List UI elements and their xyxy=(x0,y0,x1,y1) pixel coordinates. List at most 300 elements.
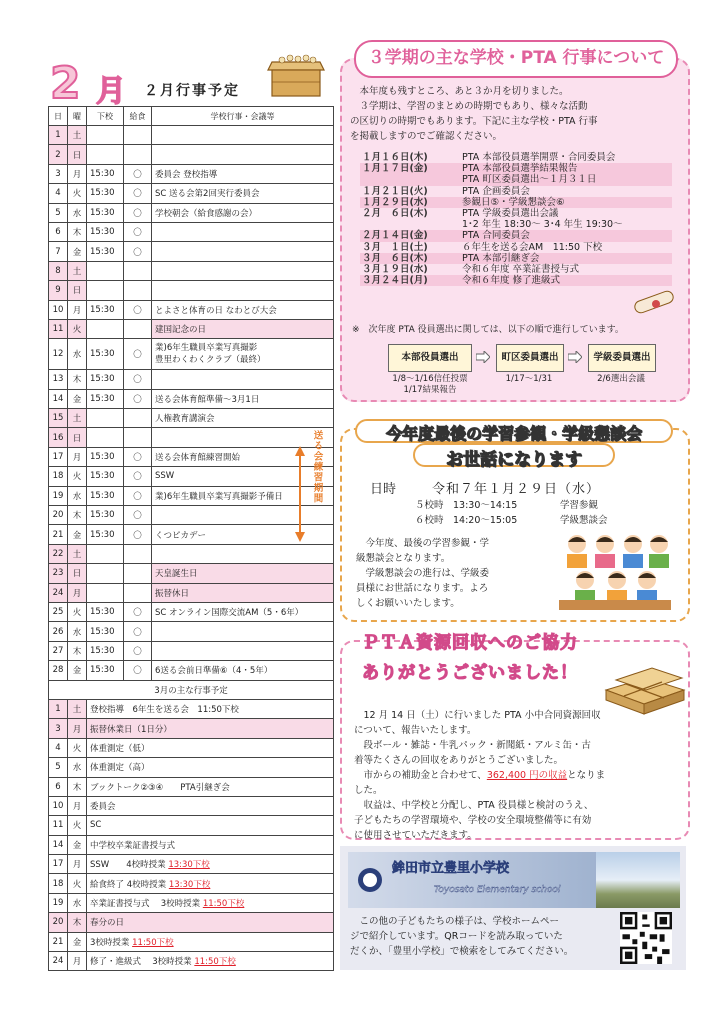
cell-lunch: 〇 xyxy=(124,242,152,261)
cell-event: とよさと体育の日 なわとび大会 xyxy=(152,300,334,319)
list-item xyxy=(360,230,672,241)
cell-day: 18 xyxy=(49,874,68,893)
cell-dismissal xyxy=(87,409,124,428)
cell-lunch: 〇 xyxy=(124,525,152,544)
cell-dismissal: 15:30 xyxy=(87,370,124,389)
cell-weekday: 木 xyxy=(68,777,87,796)
cell-dismissal: 15:30 xyxy=(87,506,124,525)
event-date: ３月 １日(土) xyxy=(362,241,428,253)
cell-event: SC オンライン国際交流AM（5・6年） xyxy=(152,602,334,621)
recycling-amount: 362,400 円の収益 xyxy=(486,770,568,781)
cell-event: 卒業証書授与式 3校時授業 11:50下校 xyxy=(87,893,334,912)
table-row xyxy=(49,242,334,261)
cell-lunch: 〇 xyxy=(124,164,152,183)
event-date xyxy=(360,219,460,230)
event-date: ３月 ６日(木) xyxy=(360,253,460,264)
early-dismissal-time: 11:50下校 xyxy=(132,937,174,948)
cell-weekday: 水 xyxy=(68,339,87,370)
cell-day: 6 xyxy=(49,222,68,241)
cell-weekday: 水 xyxy=(68,758,87,777)
event-text: PTA 合同委員会 xyxy=(460,230,672,241)
cell-day: 14 xyxy=(49,389,68,408)
table-row xyxy=(49,409,334,428)
cell-event: 天皇誕生日 xyxy=(152,564,334,583)
cell-lunch xyxy=(124,261,152,280)
cell-lunch xyxy=(124,583,152,602)
cell-day: 20 xyxy=(49,506,68,525)
march-heading: 3月の主な行事予定 xyxy=(49,680,334,699)
cell-event: SC 送る会第2回実行委員会 xyxy=(152,184,334,203)
table-row xyxy=(49,583,334,602)
table-row xyxy=(49,952,334,971)
flow-caption-3: 2/6選出会議 xyxy=(597,374,645,384)
event-date: ２月１４日(金) xyxy=(360,230,460,241)
cell-dismissal: 15:30 xyxy=(87,486,124,505)
cell-weekday: 土 xyxy=(68,699,87,718)
list-item xyxy=(360,264,672,275)
cell-weekday: 火 xyxy=(68,319,87,338)
schedule-title: ２月行事予定 xyxy=(144,83,240,99)
march-heading-row xyxy=(49,680,334,699)
table-row xyxy=(49,126,334,145)
cell-day: 11 xyxy=(49,816,68,835)
cell-lunch xyxy=(124,126,152,145)
cell-event: 委員会 xyxy=(87,796,334,815)
event-date: １月１７日(金) xyxy=(360,163,460,174)
early-dismissal-time: 13:30下校 xyxy=(168,860,210,871)
recycling-title-line1: ＰＴＡ資源回収へのご協力 xyxy=(362,633,578,653)
cell-day: 2 xyxy=(49,145,68,164)
pta-events-list xyxy=(360,152,672,286)
event-text: PTA 学級委員選出会議 xyxy=(462,208,559,220)
header-events: 学校行事・会議等 xyxy=(152,107,334,126)
recycling-title-line2: ありがとうございました！ xyxy=(362,663,578,683)
cell-dismissal xyxy=(87,544,124,563)
cell-day: 21 xyxy=(49,932,68,951)
flow-arrow-icon xyxy=(568,351,582,363)
list-item xyxy=(360,253,672,264)
cell-lunch: 〇 xyxy=(124,506,152,525)
homepage-body: この他の子どもたちの様子は、学校ホームペー ジで紹介しています。QRコードを読み取っていた だくか、「豊里小学校」で検索をしてみてください。 xyxy=(350,916,574,957)
last-visit-body: 今年度、最後の学習参観・学 級懇談会となります。 学級懇談会の進行は、学級委 員様にお世話になります。よろ しくお願いいたします。 xyxy=(356,538,490,609)
month-kanji: 月 xyxy=(96,74,126,109)
table-row xyxy=(49,222,334,241)
table-row xyxy=(49,816,334,835)
cell-day: 17 xyxy=(49,447,68,466)
cell-event xyxy=(152,281,334,300)
header-lunch: 給食 xyxy=(124,107,152,126)
cell-weekday: 火 xyxy=(68,602,87,621)
cell-day: 11 xyxy=(49,319,68,338)
event-date: １月２９日(水) xyxy=(360,197,460,208)
practice-period-label: 送る会練習期間 xyxy=(311,430,323,504)
flow-caption-2: 1/17～1/31 xyxy=(505,374,553,384)
cell-event: 業)6年生職員卒業写真撮影予備日 xyxy=(152,486,334,505)
cell-day: 26 xyxy=(49,622,68,641)
cell-event: 送る会体育館練習開始 xyxy=(152,447,334,466)
table-row xyxy=(49,525,334,544)
table-row xyxy=(49,164,334,183)
cell-event: 委員会 登校指導 xyxy=(152,164,334,183)
cell-weekday: 木 xyxy=(68,506,87,525)
cell-event: 登校指導 6年生を送る会 11:50下校 xyxy=(87,699,334,718)
list-item xyxy=(360,219,672,230)
cell-day: 1 xyxy=(49,699,68,718)
cell-dismissal: 15:30 xyxy=(87,389,124,408)
cell-event: 業)6年生職員卒業写真撮影 豊里わくわくクラブ（最終） xyxy=(152,339,334,370)
cell-weekday: 木 xyxy=(68,370,87,389)
period6-activity: 学級懇談会 xyxy=(560,515,608,526)
event-text: PTA 本部引継ぎ会 xyxy=(460,253,672,264)
flow-step-1: 本部役員選出 xyxy=(388,344,472,372)
list-item xyxy=(360,186,672,197)
table-row xyxy=(49,467,334,486)
cell-day: 13 xyxy=(49,370,68,389)
period5-activity: 学習参観 xyxy=(560,500,599,511)
event-text: ６年生を送る会AM 11:50 下校 xyxy=(462,241,603,253)
cell-dismissal: 15:30 xyxy=(87,467,124,486)
list-item xyxy=(360,174,672,185)
list-item xyxy=(360,275,672,286)
cell-dismissal: 15:30 xyxy=(87,661,124,680)
cell-weekday: 火 xyxy=(68,467,87,486)
cell-event xyxy=(152,622,334,641)
header-weekday: 曜 xyxy=(68,107,87,126)
cell-event: 振替休業日（1日分） xyxy=(87,719,334,738)
cell-dismissal xyxy=(87,428,124,447)
table-row xyxy=(49,486,334,505)
cell-weekday: 火 xyxy=(68,738,87,757)
pta-events-title: ３学期の主な学校・PTA 行事について xyxy=(354,40,678,78)
table-row xyxy=(49,893,334,912)
cell-event: 送る会体育館準備～3月1日 xyxy=(152,389,334,408)
cell-event: 3校時授業 11:50下校 xyxy=(87,932,334,951)
table-row xyxy=(49,777,334,796)
cell-lunch: 〇 xyxy=(124,602,152,621)
cell-weekday: 月 xyxy=(68,164,87,183)
cell-weekday: 月 xyxy=(68,796,87,815)
cell-event: SSW 4校時授業 13:30下校 xyxy=(87,855,334,874)
cell-weekday: 月 xyxy=(68,719,87,738)
cell-day: 19 xyxy=(49,893,68,912)
cell-weekday: 金 xyxy=(68,932,87,951)
cell-weekday: 木 xyxy=(68,641,87,660)
flow-caption-1: 1/8～1/16信任投票 1/17結果報告 xyxy=(392,374,468,395)
cell-dismissal: 15:30 xyxy=(87,203,124,222)
recycling-body: 12 月 14 日（土）に行いました PTA 小中合同資源回収 について、報告いたします。 段ボール・雑誌・牛乳パック・新聞紙・アルミ缶・古 着等たくさんの回収をありがとうございました。 市からの補助金と合わせて、362,400 円の収益となりま した。 収益は、中学校と分配し、PTA 役員様と検討のうえ、 子どもたちの学習環境や、学校の安全環境整備等に有効 に使用させていただきます。 xyxy=(354,708,676,843)
cell-event: SSW xyxy=(152,467,334,486)
pta-selection-note: ※ 次年度 PTA 役員選出に関しては、以下の順で進行しています。 xyxy=(352,325,624,335)
event-date: １月１６日(木) xyxy=(362,152,428,163)
cell-day: 15 xyxy=(49,409,68,428)
cell-day: 28 xyxy=(49,661,68,680)
cell-dismissal xyxy=(87,583,124,602)
cell-day: 25 xyxy=(49,602,68,621)
event-text: PTA 企画委員会 xyxy=(462,185,530,197)
cell-dismissal: 15:30 xyxy=(87,602,124,621)
cell-weekday: 金 xyxy=(68,835,87,854)
cell-lunch: 〇 xyxy=(124,222,152,241)
cell-lunch: 〇 xyxy=(124,203,152,222)
cell-event: 体重測定（高） xyxy=(87,758,334,777)
table-row xyxy=(49,447,334,466)
cell-day: 9 xyxy=(49,281,68,300)
qr-code-icon[interactable] xyxy=(620,912,672,964)
table-row xyxy=(49,932,334,951)
cell-weekday: 金 xyxy=(68,242,87,261)
table-row xyxy=(49,738,334,757)
cell-day: 27 xyxy=(49,641,68,660)
pta-events-intro: 本年度も残すところ、あと３か月を切りました。 ３学期は、学習のまとめの時期でもあり、様々な活動 の区切りの時期でもあります。下記に主な学校・PTA 行事 を掲載しますのでご確認ください。 xyxy=(350,86,598,142)
early-dismissal-time: 11:50下校 xyxy=(194,957,236,968)
table-row xyxy=(49,203,334,222)
cell-lunch: 〇 xyxy=(124,184,152,203)
cell-dismissal xyxy=(87,145,124,164)
school-photo xyxy=(596,852,680,908)
event-text: 1･2 年生 18:30～ 3･4 年生 19:30～ xyxy=(462,219,623,231)
table-row xyxy=(49,319,334,338)
month-badge xyxy=(50,58,140,109)
cell-event xyxy=(152,641,334,660)
table-row xyxy=(49,699,334,718)
cell-day: 16 xyxy=(49,428,68,447)
cell-weekday: 月 xyxy=(68,300,87,319)
cell-event xyxy=(152,126,334,145)
table-row xyxy=(49,855,334,874)
cell-day: 22 xyxy=(49,544,68,563)
cell-dismissal: 15:30 xyxy=(87,184,124,203)
cell-event xyxy=(152,261,334,280)
cell-day: 19 xyxy=(49,486,68,505)
cell-dismissal xyxy=(87,126,124,145)
cell-day: 23 xyxy=(49,564,68,583)
period6-time: ６校時 14:20～15:05 xyxy=(415,515,518,526)
cell-weekday: 月 xyxy=(68,447,87,466)
cell-lunch xyxy=(124,409,152,428)
cell-day: 10 xyxy=(49,300,68,319)
last-visit-title-line2: お世話になります xyxy=(446,450,582,470)
cell-event xyxy=(152,544,334,563)
table-row xyxy=(49,564,334,583)
cell-lunch xyxy=(124,428,152,447)
table-row xyxy=(49,622,334,641)
month-number: 2 xyxy=(50,58,81,109)
cell-event xyxy=(152,428,334,447)
table-row xyxy=(49,796,334,815)
cell-dismissal xyxy=(87,261,124,280)
table-row xyxy=(49,874,334,893)
cell-event: 中学校卒業証書授与式 xyxy=(87,835,334,854)
cell-event: 春分の日 xyxy=(87,913,334,932)
cell-dismissal: 15:30 xyxy=(87,300,124,319)
diploma-scroll-icon xyxy=(630,280,678,324)
cell-weekday: 火 xyxy=(68,874,87,893)
event-text: 参観日⑤・学級懇談会⑥ xyxy=(460,197,672,208)
table-row xyxy=(49,544,334,563)
recycling-amount-line: 市からの補助金と合わせて、362,400 円の収益となりま xyxy=(354,770,606,781)
table-row xyxy=(49,339,334,370)
flow-arrow-icon xyxy=(476,351,490,363)
cell-lunch: 〇 xyxy=(124,467,152,486)
cell-day: 8 xyxy=(49,261,68,280)
cell-weekday: 日 xyxy=(68,145,87,164)
cell-event: ブックトーク②③④ PTA引継ぎ会 xyxy=(87,777,334,796)
banner-school-name: 鉾田市立豊里小学校 xyxy=(392,861,510,876)
cell-event xyxy=(152,145,334,164)
date-label: 日時 xyxy=(370,482,397,497)
cell-weekday: 金 xyxy=(68,389,87,408)
cell-day: 4 xyxy=(49,738,68,757)
table-row xyxy=(49,428,334,447)
table-row xyxy=(49,602,334,621)
cell-day: 1 xyxy=(49,126,68,145)
early-dismissal-time: 13:30下校 xyxy=(168,879,211,890)
cell-lunch: 〇 xyxy=(124,300,152,319)
table-row xyxy=(49,300,334,319)
early-dismissal-time: 11:50下校 xyxy=(202,899,245,910)
event-text: 令和６年度 卒業証書授与式 xyxy=(462,264,580,276)
cell-day: 12 xyxy=(49,339,68,370)
event-date: ３月１９日(水) xyxy=(362,264,428,276)
cell-lunch: 〇 xyxy=(124,622,152,641)
cell-event xyxy=(152,222,334,241)
cell-dismissal: 15:30 xyxy=(87,222,124,241)
cell-event: 振替休日 xyxy=(152,583,334,602)
header-day: 日 xyxy=(49,107,68,126)
cell-lunch: 〇 xyxy=(124,641,152,660)
cell-dismissal: 15:30 xyxy=(87,641,124,660)
visit-date: 令和７年１月２９日（水） xyxy=(432,482,601,497)
event-text: 令和６年度 修了進級式 xyxy=(460,275,672,286)
cell-day: 5 xyxy=(49,758,68,777)
table-row xyxy=(49,835,334,854)
cell-dismissal xyxy=(87,564,124,583)
cell-weekday: 金 xyxy=(68,661,87,680)
table-header-row xyxy=(49,107,334,126)
schedule-table xyxy=(48,106,334,971)
cell-lunch xyxy=(124,544,152,563)
cell-lunch: 〇 xyxy=(124,486,152,505)
event-text: PTA 本部役員選挙結果報告 xyxy=(460,163,672,174)
cell-lunch: 〇 xyxy=(124,447,152,466)
cell-event: 建国記念の日 xyxy=(152,319,334,338)
cell-weekday: 水 xyxy=(68,486,87,505)
banner-school-name-en: Toyosato Elementary school xyxy=(434,885,561,895)
cell-weekday: 月 xyxy=(68,583,87,602)
cell-day: 24 xyxy=(49,583,68,602)
cell-lunch xyxy=(124,564,152,583)
cell-weekday: 火 xyxy=(68,184,87,203)
last-visit-title-line1: 今年度最後の学習参観・学級懇談会 xyxy=(385,424,642,443)
table-row xyxy=(49,506,334,525)
cell-lunch xyxy=(124,319,152,338)
cell-day: 5 xyxy=(49,203,68,222)
cell-dismissal: 15:30 xyxy=(87,447,124,466)
bean-box-icon xyxy=(266,50,326,100)
cell-day: 18 xyxy=(49,467,68,486)
event-date: １月２１日(火) xyxy=(362,185,428,197)
cell-dismissal: 15:30 xyxy=(87,525,124,544)
cell-weekday: 土 xyxy=(68,126,87,145)
cell-lunch: 〇 xyxy=(124,389,152,408)
cell-lunch xyxy=(124,281,152,300)
cell-day: 20 xyxy=(49,913,68,932)
school-emblem-icon xyxy=(356,866,384,894)
cell-weekday: 土 xyxy=(68,409,87,428)
cell-dismissal: 15:30 xyxy=(87,339,124,370)
cell-event: 給食終了 4校時授業 13:30下校 xyxy=(87,874,334,893)
cell-lunch: 〇 xyxy=(124,339,152,370)
table-row xyxy=(49,641,334,660)
table-row xyxy=(49,261,334,280)
cell-weekday: 木 xyxy=(68,913,87,932)
cell-weekday: 土 xyxy=(68,544,87,563)
cell-event: 6送る会前日準備⑥（4・5年） xyxy=(152,661,334,680)
cell-day: 21 xyxy=(49,525,68,544)
cell-event: 人権教育講演会 xyxy=(152,409,334,428)
header-dismissal: 下校 xyxy=(87,107,124,126)
event-text: PTA 町区委員選出～１月３１日 xyxy=(460,174,672,185)
cell-weekday: 日 xyxy=(68,564,87,583)
cell-event: 学校朝会（給食感謝の会） xyxy=(152,203,334,222)
cell-weekday: 日 xyxy=(68,281,87,300)
cell-event: SC xyxy=(87,816,334,835)
event-date xyxy=(360,174,460,185)
table-row xyxy=(49,661,334,680)
cell-weekday: 火 xyxy=(68,816,87,835)
cell-day: 7 xyxy=(49,242,68,261)
cell-lunch xyxy=(124,145,152,164)
flow-step-3: 学級委員選出 xyxy=(588,344,656,372)
cell-day: 3 xyxy=(49,164,68,183)
cell-dismissal: 15:30 xyxy=(87,622,124,641)
cell-day: 24 xyxy=(49,952,68,971)
table-row xyxy=(49,913,334,932)
event-text: PTA 本部役員選挙開票・合同委員会 xyxy=(462,152,616,163)
table-row xyxy=(49,389,334,408)
cell-dismissal xyxy=(87,281,124,300)
cell-day: 3 xyxy=(49,719,68,738)
cell-weekday: 月 xyxy=(68,952,87,971)
list-item xyxy=(360,197,672,208)
event-date: ２月 ６日(木) xyxy=(362,208,428,220)
cell-weekday: 水 xyxy=(68,893,87,912)
cell-dismissal: 15:30 xyxy=(87,164,124,183)
cell-event xyxy=(152,370,334,389)
cell-event: 修了・進級式 3校時授業 11:50下校 xyxy=(87,952,334,971)
cell-dismissal xyxy=(87,319,124,338)
cell-day: 17 xyxy=(49,855,68,874)
table-row xyxy=(49,184,334,203)
period5-time: ５校時 13:30～14:15 xyxy=(415,500,518,511)
cell-weekday: 木 xyxy=(68,222,87,241)
cell-day: 14 xyxy=(49,835,68,854)
cell-weekday: 月 xyxy=(68,855,87,874)
table-row xyxy=(49,719,334,738)
table-row xyxy=(49,370,334,389)
cell-event: くつピカデー xyxy=(152,525,334,544)
event-date: ３月２４日(月) xyxy=(360,275,460,286)
list-item xyxy=(360,163,672,174)
children-class-illustration xyxy=(555,530,675,612)
cell-event xyxy=(152,242,334,261)
table-row xyxy=(49,281,334,300)
cell-weekday: 土 xyxy=(68,261,87,280)
flow-step-2: 町区委員選出 xyxy=(496,344,564,372)
table-row xyxy=(49,145,334,164)
cell-dismissal: 15:30 xyxy=(87,242,124,261)
cell-day: 4 xyxy=(49,184,68,203)
